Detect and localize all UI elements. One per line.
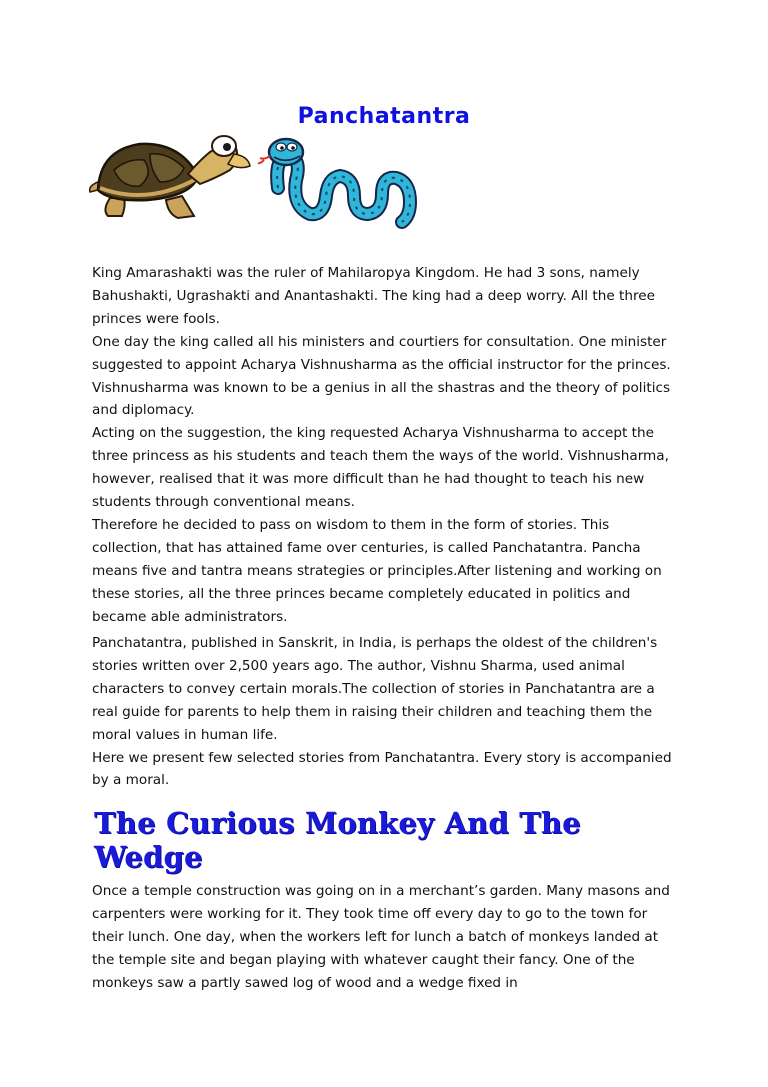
intro-paragraph: King Amarashakti was the ruler of Mahilaropya Kingdom. He had 3 sons, namely Bahushakti, Ugrashakti and Anantashakti. The king had a deep worry. All the three princes were fools. bbox=[92, 265, 655, 327]
intro-section bbox=[92, 262, 682, 629]
about-paragraph: Panchatantra, published in Sanskrit, in India, is perhaps the oldest of the children's stories written over 2,500 years ago. The author, Vishnu Sharma, used animal characters to convey certain morals.The collection of stories in Panchatantra are a real guide for parents to help them in raising their children and teaching them the moral values in human life. bbox=[92, 635, 658, 743]
story-paragraph: Once a temple construction was going on in a merchant’s garden. Many masons and carpenters were working for it. They took time off every day to go to the town for their lunch. One day, when the workers left for lunch a batch of monkeys landed at the temple site and began playing with whatever caught their fancy. One of the monkeys saw a partly sawed log of wood and a wedge fixed in bbox=[92, 883, 670, 991]
story-title: The Curious Monkey And The Wedge bbox=[94, 806, 581, 874]
about-paragraph: Here we present few selected stories from Panchatantra. Every story is accompanied by a moral. bbox=[92, 749, 672, 789]
intro-paragraph: One day the king called all his ministers and courtiers for consultation. One minister suggested to appoint Acharya Vishnusharma as the official instructor for the princes. Vishnusharma was known to be a genius in all the shastras and the theory of politics and diplomacy. bbox=[92, 333, 671, 419]
story-section bbox=[92, 880, 682, 995]
intro-paragraph: Therefore he decided to pass on wisdom to them in the form of stories. This collection, that has attained fame over centuries, is called Panchatantra. Pancha means five and tantra means strategies or principles.After listening and working on these stories, all the three princes became completely educated in politics and became able administrators. bbox=[92, 516, 662, 625]
tortoise-illustration bbox=[90, 136, 250, 218]
intro-paragraph: Acting on the suggestion, the king requested Acharya Vishnusharma to accept the three princess as his students and teach them the ways of the world. Vishnusharma, however, realised that it was more difficult than he had thought to teach his new students through conventional means. bbox=[92, 425, 669, 511]
snake-illustration bbox=[258, 139, 410, 222]
page-title: Panchatantra bbox=[297, 104, 471, 129]
about-section bbox=[92, 632, 682, 792]
tortoise-and-snake-illustration bbox=[88, 130, 418, 230]
